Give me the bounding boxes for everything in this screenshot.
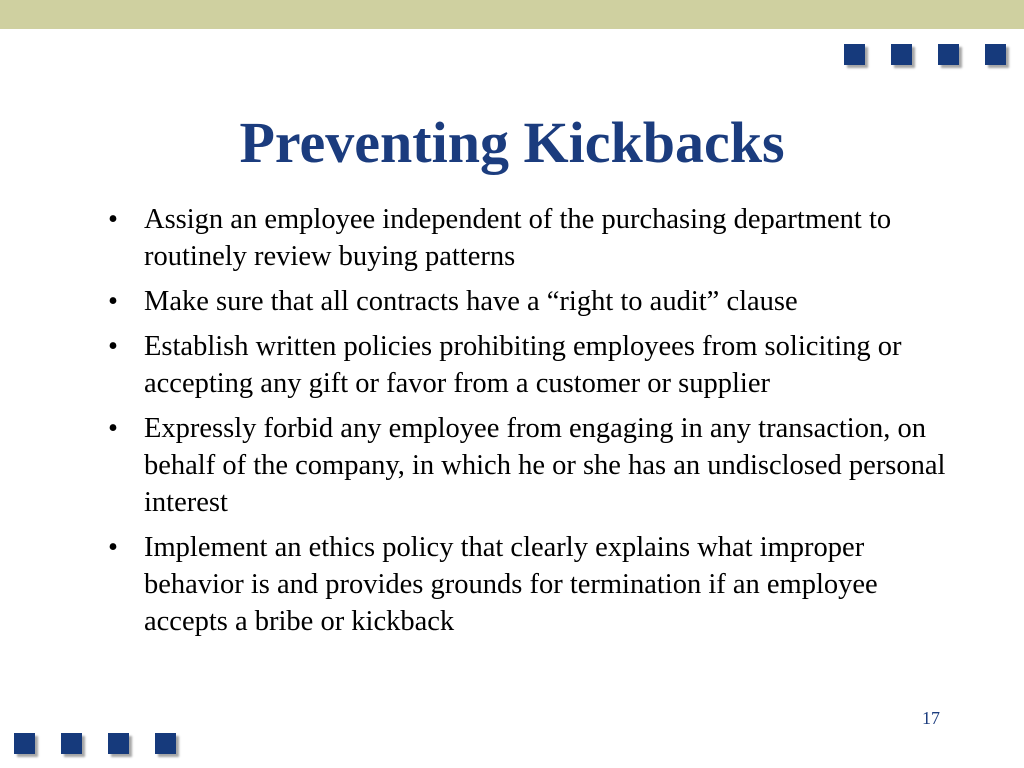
bullet-item bbox=[108, 529, 958, 640]
bullet-dot-icon: • bbox=[108, 413, 118, 444]
bullet-dot-icon: • bbox=[108, 532, 118, 563]
bullet-item bbox=[108, 410, 958, 521]
square-icon bbox=[155, 733, 176, 754]
bullet-dot-icon: • bbox=[108, 331, 118, 362]
square-icon bbox=[14, 733, 35, 754]
bullet-item bbox=[108, 283, 958, 320]
page-number: 17 bbox=[922, 708, 940, 728]
bullet-item bbox=[108, 201, 958, 275]
decor-squares-bottom-left bbox=[14, 733, 202, 754]
square-icon bbox=[985, 44, 1006, 65]
square-icon bbox=[61, 733, 82, 754]
top-band bbox=[0, 0, 1024, 29]
square-icon bbox=[844, 44, 865, 65]
bullet-item bbox=[108, 328, 958, 402]
bullet-text: Implement an ethics policy that clearly explains what improper behavior is and provides grounds for termination if an employee accepts a bribe or kickback bbox=[144, 532, 878, 637]
bullet-dot-icon: • bbox=[108, 286, 118, 317]
bullet-text: Expressly forbid any employee from engaging in any transaction, on behalf of the company, in which he or she has an undisclosed personal interest bbox=[144, 413, 946, 518]
square-icon bbox=[891, 44, 912, 65]
bullet-list bbox=[108, 201, 958, 648]
bullet-dot-icon: • bbox=[108, 204, 118, 235]
bullet-text: Make sure that all contracts have a “right to audit” clause bbox=[144, 286, 798, 317]
bullet-text: Assign an employee independent of the purchasing department to routinely review buying patterns bbox=[144, 204, 892, 272]
square-icon bbox=[108, 733, 129, 754]
decor-squares-top-right bbox=[844, 44, 1024, 65]
slide-title: Preventing Kickbacks bbox=[239, 110, 785, 175]
square-icon bbox=[938, 44, 959, 65]
bullet-text: Establish written policies prohibiting employees from soliciting or accepting any gift or favor from a customer or supplier bbox=[144, 331, 902, 399]
